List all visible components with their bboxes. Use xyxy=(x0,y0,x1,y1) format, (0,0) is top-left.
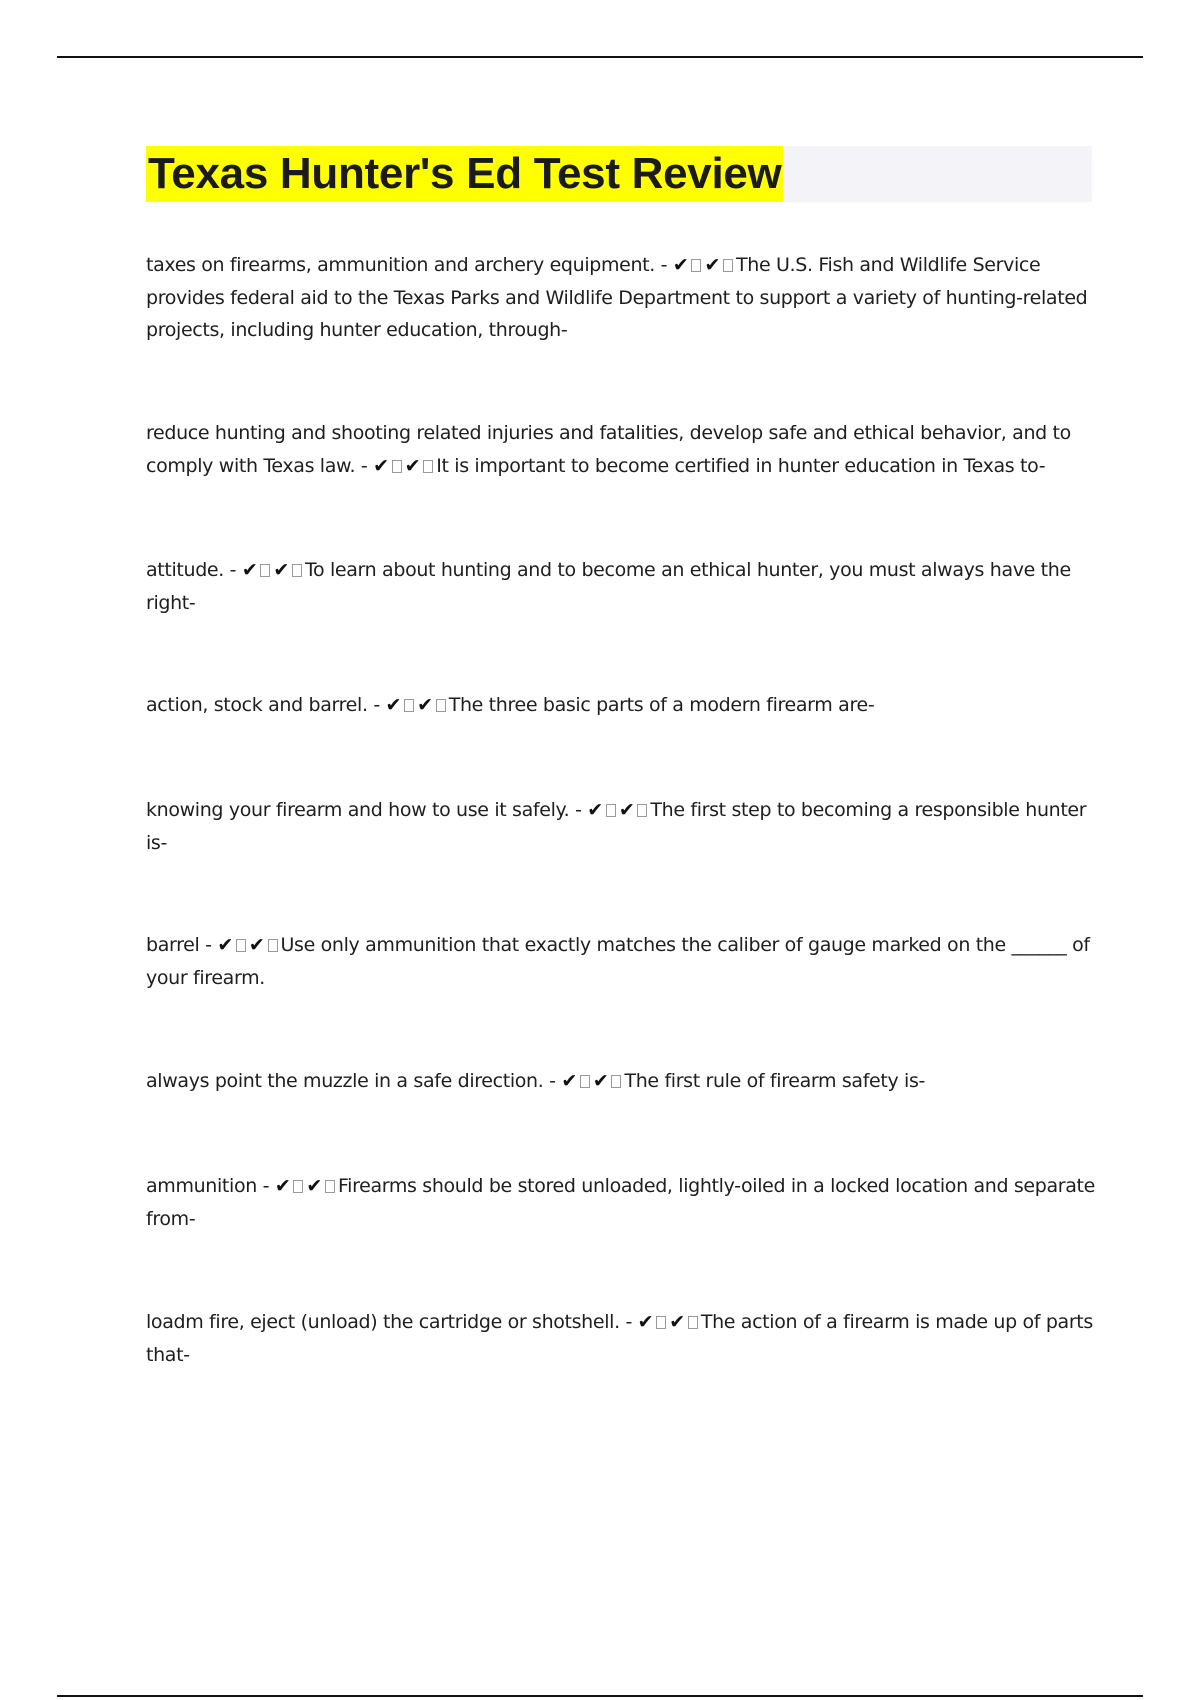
check-icon: ✔ xyxy=(373,454,389,477)
check-icon: ✔ xyxy=(306,1175,322,1197)
question-text: The first rule of firearm safety is- xyxy=(624,1070,926,1092)
qa-entry xyxy=(146,417,1096,482)
box-icon xyxy=(656,1316,666,1329)
separator: - xyxy=(256,1175,275,1197)
check-icon: ✔ xyxy=(273,559,289,581)
separator: - xyxy=(367,694,386,716)
check-icon: ✔ xyxy=(672,254,689,276)
question-text: The U.S. Fish and Wildlife Service provides federal aid to the Texas Parks and Wildlife Department to support a variety of hunting-related projects, including hunter education, through- xyxy=(146,254,1088,341)
box-icon xyxy=(236,939,246,952)
separator: - xyxy=(619,1311,638,1333)
check-icon: ✔ xyxy=(404,454,421,477)
separator: - xyxy=(355,454,374,477)
qa-entry xyxy=(146,1065,1096,1098)
box-icon xyxy=(268,939,278,952)
qa-entry xyxy=(146,554,1096,619)
box-icon xyxy=(606,804,616,817)
box-icon xyxy=(293,1180,303,1193)
qa-entry xyxy=(146,1170,1096,1235)
question-text: To learn about hunting and to become an ethical hunter, you must always have the right- xyxy=(146,559,1071,614)
qa-entry xyxy=(146,794,1096,859)
check-icon: ✔ xyxy=(592,1070,609,1092)
separator: - xyxy=(569,799,588,821)
check-icon: ✔ xyxy=(217,934,233,956)
answer-text: ammunition xyxy=(146,1175,257,1197)
qa-entry xyxy=(146,249,1096,347)
question-text: Firearms should be stored unloaded, lightly-oiled in a locked location and separate from- xyxy=(146,1175,1095,1230)
box-icon xyxy=(637,804,647,817)
check-icon: ✔ xyxy=(704,254,721,276)
box-icon xyxy=(580,1075,590,1088)
question-text: Use only ammunition that exactly matches the caliber of gauge marked on the ______ of your firearm. xyxy=(146,934,1090,989)
question-text: The three basic parts of a modern firearm are- xyxy=(448,694,875,716)
box-icon xyxy=(260,564,270,577)
question-text: The first step to becoming a responsible hunter is- xyxy=(146,799,1087,854)
box-icon xyxy=(691,259,701,272)
qa-entry xyxy=(146,689,1096,722)
check-icon: ✔ xyxy=(417,694,433,716)
box-icon xyxy=(688,1316,698,1329)
qa-entry xyxy=(146,929,1096,994)
answer-text: loadm fire, eject (unload) the cartridge or shotshell. xyxy=(146,1311,620,1333)
check-icon: ✔ xyxy=(274,1175,291,1197)
check-icon: ✔ xyxy=(248,934,265,956)
box-icon xyxy=(436,699,446,712)
bottom-divider xyxy=(57,1695,1143,1697)
separator: - xyxy=(654,254,673,276)
check-icon: ✔ xyxy=(618,799,635,821)
question-text: It is important to become certified in hunter education in Texas to- xyxy=(436,454,1046,477)
check-icon: ✔ xyxy=(385,694,402,716)
answer-text: always point the muzzle in a safe direction. xyxy=(146,1070,544,1092)
answer-text: taxes on firearms, ammunition and archery equipment. xyxy=(146,254,655,276)
answer-text: barrel xyxy=(146,934,200,956)
check-icon: ✔ xyxy=(587,799,603,821)
check-icon: ✔ xyxy=(241,559,258,581)
title-banner xyxy=(146,146,1092,202)
check-icon: ✔ xyxy=(561,1070,577,1092)
question-text: The action of a firearm is made up of parts that- xyxy=(146,1311,1093,1366)
answer-text: knowing your firearm and how to use it safely. xyxy=(146,799,570,821)
separator: - xyxy=(223,559,242,581)
box-icon xyxy=(292,564,302,577)
box-icon xyxy=(404,699,414,712)
box-icon xyxy=(723,259,733,272)
separator: - xyxy=(199,934,218,956)
box-icon xyxy=(423,460,433,473)
check-icon: ✔ xyxy=(669,1311,685,1333)
separator: - xyxy=(543,1070,562,1092)
answer-text: reduce hunting and shooting related injuries and fatalities, develop safe and ethical behavior, and to comply with Texas law. xyxy=(146,422,1071,477)
page-title: Texas Hunter's Ed Test Review xyxy=(146,146,783,202)
answer-text: attitude. xyxy=(146,559,224,581)
qa-entry xyxy=(146,1306,1096,1371)
box-icon xyxy=(392,460,402,473)
top-divider xyxy=(57,56,1143,58)
box-icon xyxy=(611,1075,621,1088)
check-icon: ✔ xyxy=(637,1311,654,1333)
box-icon xyxy=(325,1180,335,1193)
answer-text: action, stock and barrel. xyxy=(146,694,368,716)
